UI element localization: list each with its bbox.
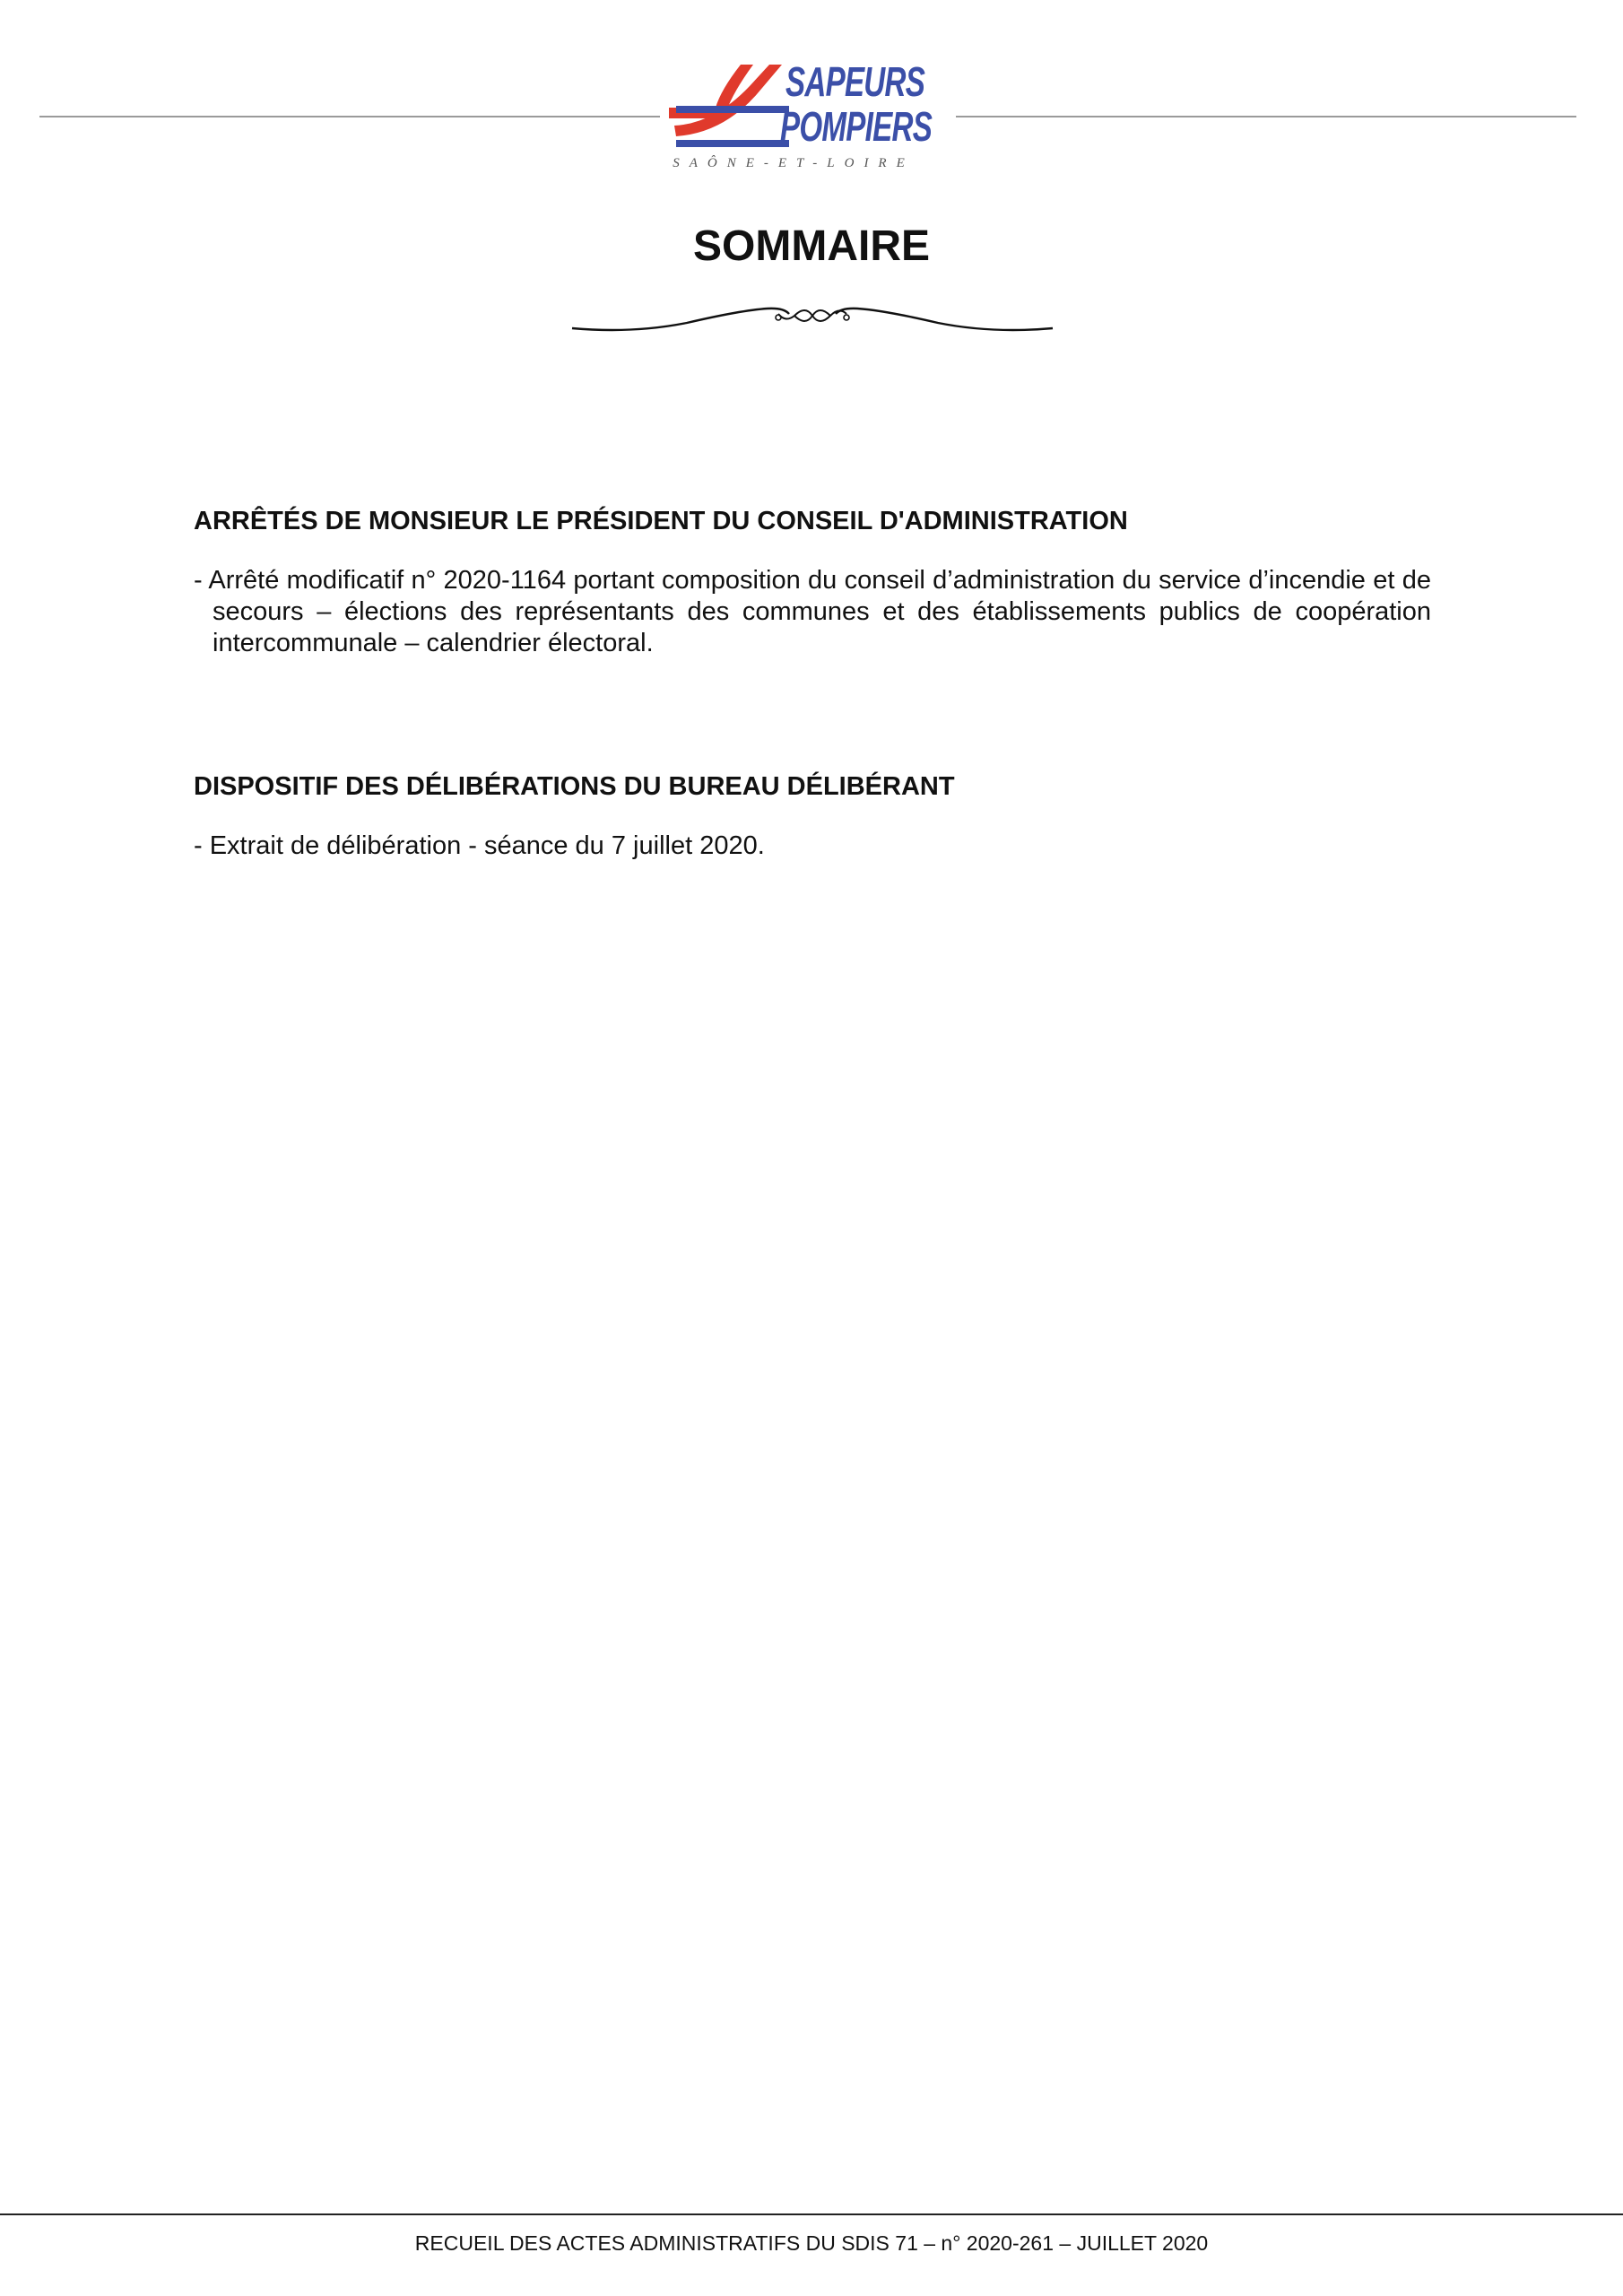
logo-text-sapeurs: SAPEURS	[785, 58, 925, 105]
header-rule-right	[956, 116, 1576, 117]
section-arretes	[194, 502, 1431, 659]
ornament-divider-icon	[570, 296, 1055, 341]
footer-rule	[0, 2213, 1623, 2215]
header-rule-left	[39, 116, 660, 117]
page-title: SOMMAIRE	[693, 222, 930, 270]
section-heading: DISPOSITIF DES DÉLIBÉRATIONS DU BUREAU DÉLIBÉRANT	[194, 772, 955, 801]
list-item: - Arrêté modificatif n° 2020-1164 portant composition du conseil d’administration du service d’incendie et de secours – élections des représentants des communes et des établissements publics de coopération intercommunale – calendrier électoral.	[194, 566, 1431, 657]
flame-swoosh-icon	[664, 56, 789, 154]
page-footer: RECUEIL DES ACTES ADMINISTRATIFS DU SDIS 71 – n° 2020-261 – JUILLET 2020	[414, 2231, 1209, 2255]
logo-subtitle: SAÔNE-ET-LOIRE	[673, 156, 915, 170]
logo-text-pompiers: POMPIERS	[780, 103, 933, 150]
sdis-logo	[664, 56, 959, 181]
section-deliberations	[194, 768, 1431, 862]
section-heading: ARRÊTÉS DE MONSIEUR LE PRÉSIDENT DU CONSEIL D'ADMINISTRATION	[194, 507, 1128, 535]
list-item: - Extrait de délibération - séance du 7 juillet 2020.	[194, 831, 765, 860]
